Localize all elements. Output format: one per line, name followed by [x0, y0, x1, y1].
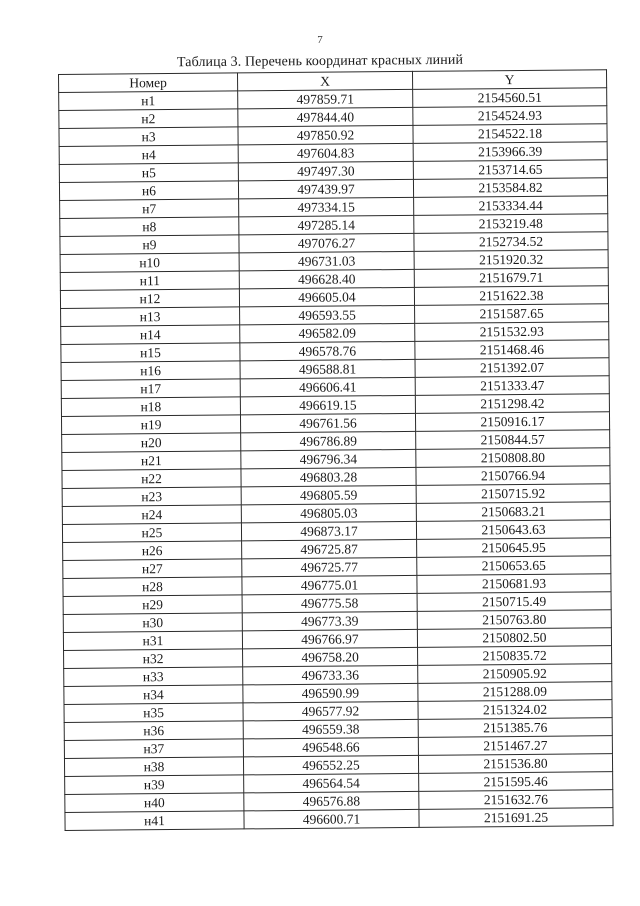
y-coordinate-cell: 2153334.44 — [414, 196, 608, 216]
point-number-cell: н6 — [59, 181, 238, 201]
x-coordinate-cell: 496577.92 — [243, 701, 418, 721]
y-coordinate-cell: 2153714.65 — [413, 160, 607, 180]
x-coordinate-cell: 496605.04 — [239, 287, 414, 307]
y-coordinate-cell: 2150802.50 — [417, 628, 611, 648]
y-coordinate-cell: 2150643.63 — [416, 520, 610, 540]
y-coordinate-cell: 2154524.93 — [413, 106, 607, 126]
x-coordinate-cell: 496775.01 — [242, 575, 417, 595]
x-coordinate-cell: 497076.27 — [239, 233, 414, 253]
y-coordinate-cell: 2150683.21 — [416, 502, 610, 522]
point-number-cell: н41 — [65, 811, 244, 831]
x-coordinate-cell: 496775.58 — [242, 593, 417, 613]
x-coordinate-cell: 496796.34 — [241, 449, 416, 469]
page-number: 7 — [317, 34, 323, 46]
x-coordinate-cell: 496805.59 — [241, 485, 416, 505]
x-coordinate-cell: 496628.40 — [239, 269, 414, 289]
x-coordinate-cell: 496552.25 — [243, 755, 418, 775]
x-coordinate-cell: 497439.97 — [238, 179, 413, 199]
x-coordinate-cell: 496725.77 — [242, 557, 417, 577]
y-coordinate-cell: 2154560.51 — [413, 88, 607, 108]
column-header-y: Y — [412, 70, 606, 90]
point-number-cell: н15 — [61, 343, 240, 363]
y-coordinate-cell: 2151392.07 — [415, 358, 609, 378]
x-coordinate-cell: 497334.15 — [239, 197, 414, 217]
x-coordinate-cell: 496548.66 — [243, 737, 418, 757]
point-number-cell: н29 — [63, 595, 242, 615]
column-header-number: Номер — [59, 73, 238, 93]
y-coordinate-cell: 2151632.76 — [419, 790, 613, 810]
y-coordinate-cell: 2150763.80 — [417, 610, 611, 630]
point-number-cell: н11 — [60, 271, 239, 291]
table-body — [59, 88, 613, 831]
point-number-cell: н7 — [60, 199, 239, 219]
point-number-cell: н32 — [64, 649, 243, 669]
point-number-cell: н27 — [63, 559, 242, 579]
x-coordinate-cell: 496578.76 — [240, 341, 415, 361]
y-coordinate-cell: 2150715.92 — [416, 484, 610, 504]
point-number-cell: н8 — [60, 217, 239, 237]
point-number-cell: н9 — [60, 235, 239, 255]
x-coordinate-cell: 496588.81 — [240, 359, 415, 379]
x-coordinate-cell: 496758.20 — [243, 647, 418, 667]
point-number-cell: н12 — [60, 289, 239, 309]
point-number-cell: н36 — [64, 721, 243, 741]
x-coordinate-cell: 496576.88 — [244, 791, 419, 811]
x-coordinate-cell: 497497.30 — [238, 161, 413, 181]
coordinates-table — [58, 69, 614, 831]
y-coordinate-cell: 2151691.25 — [419, 808, 613, 828]
y-coordinate-cell: 2151532.93 — [415, 322, 609, 342]
y-coordinate-cell: 2151298.42 — [415, 394, 609, 414]
point-number-cell: н28 — [63, 577, 242, 597]
x-coordinate-cell: 496564.54 — [244, 773, 419, 793]
x-coordinate-cell: 496725.87 — [242, 539, 417, 559]
point-number-cell: н21 — [62, 451, 241, 471]
point-number-cell: н19 — [61, 415, 240, 435]
y-coordinate-cell: 2151622.38 — [414, 286, 608, 306]
point-number-cell: н2 — [59, 109, 238, 129]
point-number-cell: н38 — [64, 757, 243, 777]
x-coordinate-cell: 497844.40 — [238, 107, 413, 127]
x-coordinate-cell: 496805.03 — [241, 503, 416, 523]
x-coordinate-cell: 496559.38 — [243, 719, 418, 739]
x-coordinate-cell: 496731.03 — [239, 251, 414, 271]
point-number-cell: н14 — [61, 325, 240, 345]
y-coordinate-cell: 2151679.71 — [414, 268, 608, 288]
point-number-cell: н31 — [63, 631, 242, 651]
point-number-cell: н4 — [59, 145, 238, 165]
point-number-cell: н23 — [62, 487, 241, 507]
point-number-cell: н34 — [64, 685, 243, 705]
y-coordinate-cell: 2153219.48 — [414, 214, 608, 234]
y-coordinate-cell: 2150808.80 — [416, 448, 610, 468]
y-coordinate-cell: 2153584.82 — [413, 178, 607, 198]
y-coordinate-cell: 2151467.27 — [418, 736, 612, 756]
point-number-cell: н24 — [62, 505, 241, 525]
x-coordinate-cell: 496786.89 — [241, 431, 416, 451]
y-coordinate-cell: 2150653.65 — [417, 556, 611, 576]
y-coordinate-cell: 2152734.52 — [414, 232, 608, 252]
x-coordinate-cell: 497285.14 — [239, 215, 414, 235]
x-coordinate-cell: 496873.17 — [241, 521, 416, 541]
x-coordinate-cell: 496773.39 — [242, 611, 417, 631]
x-coordinate-cell: 497604.83 — [238, 143, 413, 163]
y-coordinate-cell: 2154522.18 — [413, 124, 607, 144]
point-number-cell: н33 — [64, 667, 243, 687]
x-coordinate-cell: 496606.41 — [240, 377, 415, 397]
point-number-cell: н37 — [64, 739, 243, 759]
point-number-cell: н30 — [63, 613, 242, 633]
x-coordinate-cell: 496766.97 — [242, 629, 417, 649]
point-number-cell: н3 — [59, 127, 238, 147]
x-coordinate-cell: 496761.56 — [240, 413, 415, 433]
y-coordinate-cell: 2153966.39 — [413, 142, 607, 162]
y-coordinate-cell: 2150766.94 — [416, 466, 610, 486]
point-number-cell: н16 — [61, 361, 240, 381]
point-number-cell: н20 — [62, 433, 241, 453]
y-coordinate-cell: 2151333.47 — [415, 376, 609, 396]
point-number-cell: н10 — [60, 253, 239, 273]
point-number-cell: н5 — [59, 163, 238, 183]
point-number-cell: н13 — [61, 307, 240, 327]
y-coordinate-cell: 2151385.76 — [418, 718, 612, 738]
y-coordinate-cell: 2151920.32 — [414, 250, 608, 270]
point-number-cell: н35 — [64, 703, 243, 723]
point-number-cell: н22 — [62, 469, 241, 489]
x-coordinate-cell: 496582.09 — [240, 323, 415, 343]
y-coordinate-cell: 2151536.80 — [418, 754, 612, 774]
column-header-x: X — [237, 71, 412, 91]
point-number-cell: н26 — [63, 541, 242, 561]
y-coordinate-cell: 2150715.49 — [417, 592, 611, 612]
y-coordinate-cell: 2151468.46 — [415, 340, 609, 360]
point-number-cell: н39 — [65, 775, 244, 795]
y-coordinate-cell: 2151587.65 — [415, 304, 609, 324]
point-number-cell: н25 — [62, 523, 241, 543]
x-coordinate-cell: 496590.99 — [243, 683, 418, 703]
y-coordinate-cell: 2151324.02 — [418, 700, 612, 720]
x-coordinate-cell: 496803.28 — [241, 467, 416, 487]
x-coordinate-cell: 496619.15 — [240, 395, 415, 415]
y-coordinate-cell: 2151595.46 — [419, 772, 613, 792]
y-coordinate-cell: 2150645.95 — [417, 538, 611, 558]
x-coordinate-cell: 496733.36 — [243, 665, 418, 685]
x-coordinate-cell: 496600.71 — [244, 809, 419, 829]
point-number-cell: н1 — [59, 91, 238, 111]
y-coordinate-cell: 2151288.09 — [418, 682, 612, 702]
table-caption: Таблица 3. Перечень координат красных линий — [176, 52, 464, 71]
y-coordinate-cell: 2150844.57 — [416, 430, 610, 450]
x-coordinate-cell: 497859.71 — [238, 89, 413, 109]
y-coordinate-cell: 2150905.92 — [418, 664, 612, 684]
y-coordinate-cell: 2150835.72 — [418, 646, 612, 666]
y-coordinate-cell: 2150681.93 — [417, 574, 611, 594]
point-number-cell: н17 — [61, 379, 240, 399]
point-number-cell: н40 — [65, 793, 244, 813]
x-coordinate-cell: 496593.55 — [240, 305, 415, 325]
x-coordinate-cell: 497850.92 — [238, 125, 413, 145]
y-coordinate-cell: 2150916.17 — [415, 412, 609, 432]
point-number-cell: н18 — [61, 397, 240, 417]
